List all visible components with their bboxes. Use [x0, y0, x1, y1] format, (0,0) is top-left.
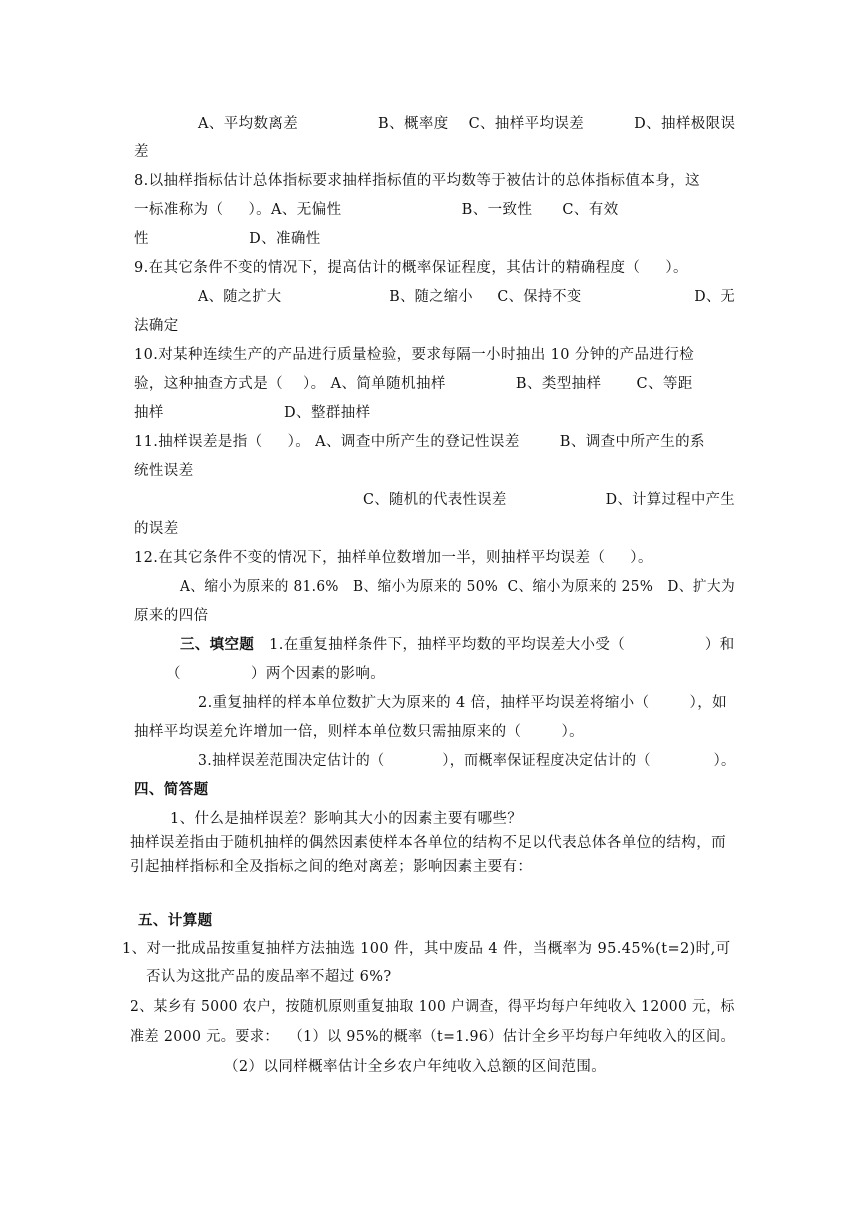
text-line: [198, 693, 727, 713]
line-text: 1、什么是抽样误差？影响其大小的因素主要有哪些？: [170, 811, 523, 827]
line-text: 原来的四倍: [134, 608, 209, 624]
text-line: [134, 171, 700, 191]
section-heading: 三、填空题: [180, 636, 255, 653]
text-line: [134, 461, 194, 481]
section-heading: 五、计算题: [138, 912, 213, 929]
text-line: [198, 751, 735, 771]
text-line: [134, 722, 584, 742]
text-line: [170, 809, 522, 829]
line-text: 抽样 D、整群抽样: [134, 405, 371, 421]
text-line: [138, 911, 213, 931]
text-line: [130, 1027, 735, 1047]
line-text: 抽样误差指由于随机抽样的偶然因素使样本各单位的结构不足以代表总体各单位的结构，而: [130, 835, 726, 851]
line-text: （2）以同样概率估计全乡农户年纯收入总额的区间范围。: [224, 1059, 607, 1075]
line-text: （ ）两个因素的影响。: [166, 666, 386, 682]
text-line: [134, 345, 694, 365]
line-text: 一标准称为（ ）。A、无偏性 B、一致性 C、有效: [134, 202, 619, 218]
line-text: 10.对某种连续生产的产品进行质量检验，要求每隔一小时抽出 10 分钟的产品进行检: [134, 347, 695, 363]
line-text: 验，这种抽查方式是（ ）。 A、简单随机抽样 B、类型抽样 C、等距: [134, 376, 693, 392]
text-line: [134, 229, 321, 249]
line-text: 抽样平均误差允许增加一倍，则样本单位数只需抽原来的（ ）。: [134, 724, 585, 740]
text-line: [134, 780, 209, 800]
line-text: A、随之扩大 B、随之缩小 C、保持不变 D、无: [198, 289, 736, 305]
text-line: [134, 432, 705, 452]
line-text: 差: [134, 144, 149, 160]
text-line: [134, 316, 179, 336]
text-line: [130, 833, 726, 853]
text-line: [134, 142, 149, 162]
text-line: [180, 635, 735, 655]
line-text: 引起抽样指标和全及指标之间的绝对离差；影响因素主要有：: [130, 859, 533, 875]
line-text: 1.在重复抽样条件下，抽样平均数的平均误差大小受（ ）和: [254, 637, 735, 653]
line-text: 3.抽样误差范围决定估计的（ ），而概率保证程度决定估计的（ ）。: [198, 753, 736, 769]
text-line: [134, 548, 653, 568]
line-text: 否认为这批产品的废品率不超过 6%?: [146, 969, 392, 985]
line-text: 法确定: [134, 318, 179, 334]
text-line: [130, 857, 532, 877]
text-line: [134, 606, 209, 626]
line-text: 性 D、准确性: [134, 231, 321, 247]
text-line: [134, 258, 688, 278]
text-line: [224, 1057, 606, 1077]
line-text: A、缩小为原来的 81.6% B、缩小为原来的 50% C、缩小为原来的 25% D、扩大为: [180, 579, 736, 595]
text-line: [122, 939, 730, 959]
text-line: [134, 519, 179, 539]
text-line: [166, 664, 385, 684]
line-text: 统性误差: [134, 463, 194, 479]
text-line: [198, 287, 735, 307]
line-text: A、平均数离差 B、概率度 C、抽样平均误差 D、抽样极限误: [198, 116, 736, 132]
line-text: 9.在其它条件不变的情况下，提高估计的概率保证程度，其估计的精确程度（ ）。: [134, 260, 688, 276]
text-line: [130, 997, 735, 1017]
line-text: 12.在其它条件不变的情况下，抽样单位数增加一半，则抽样平均误差（ ）。: [134, 550, 653, 566]
line-text: 准差 2000 元。要求： （1）以 95%的概率（t=1.96）估计全乡平均每户年纯收入的区间。: [130, 1029, 736, 1045]
text-line: [134, 403, 371, 423]
line-text: 11.抽样误差是指（ ）。 A、调查中所产生的登记性误差 B、调查中所产生的系: [134, 434, 705, 450]
line-text: 8.以抽样指标估计总体指标要求抽样指标值的平均数等于被估计的总体指标值本身，这: [134, 173, 700, 189]
line-text: 2、某乡有 5000 农户，按随机原则重复抽取 100 户调查，得平均每户年纯收入 12000 元，标: [130, 999, 735, 1015]
line-text: 2.重复抽样的样本单位数扩大为原来的 4 倍，抽样平均误差将缩小（ ），如: [198, 695, 727, 711]
text-line: [198, 114, 735, 134]
text-line: [180, 577, 735, 597]
text-line: [363, 490, 735, 510]
line-text: C、随机的代表性误差 D、计算过程中产生: [363, 492, 736, 508]
line-text: 1、对一批成品按重复抽样方法抽选 100 件，其中废品 4 件，当概率为 95.45%(t=2)时,可: [122, 941, 731, 957]
text-line: [134, 374, 693, 394]
text-line: [134, 200, 619, 220]
text-line: [146, 967, 392, 987]
line-text: 的误差: [134, 521, 179, 537]
section-heading: 四、简答题: [134, 781, 209, 798]
